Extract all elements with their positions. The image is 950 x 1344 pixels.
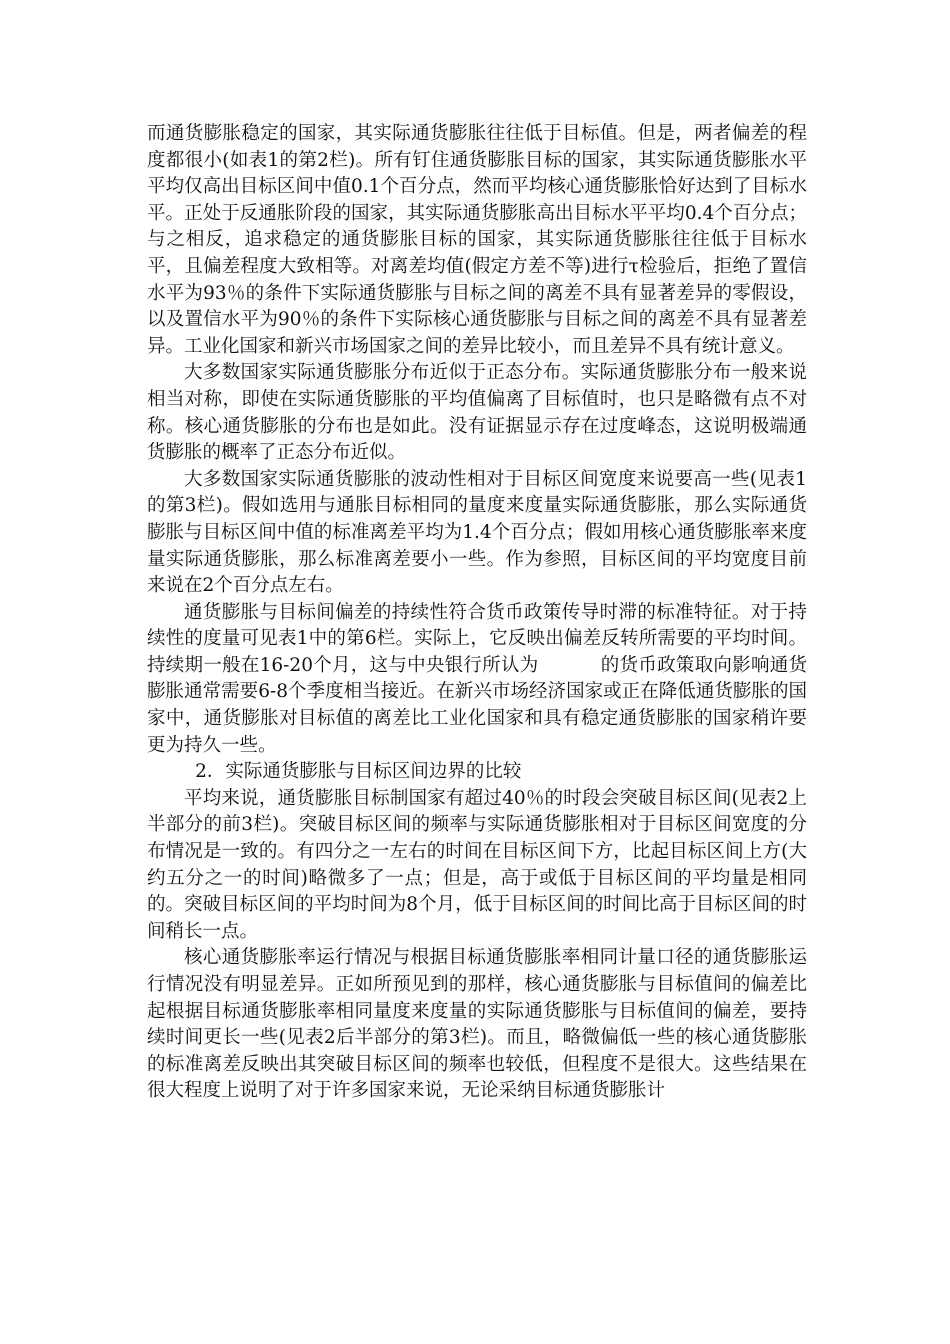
body-text: [147, 121, 807, 1105]
paragraph-4: [147, 600, 807, 760]
paragraph-1: 而通货膨胀稳定的国家，其实际通货膨胀往往低于目标值。但是，两者偏差的程度都很小(如表1的第2栏)。所有钉住通货膨胀目标的国家，其实际通货膨胀水平平均仅高出目标区间中值0.1个百分点，然而平均核心通货膨胀恰好达到了目标水平。正处于反通胀阶段的国家，其实际通货膨胀高出目标水平平均0.4个百分点；与之相反，追求稳定的通货膨胀目标的国家，其实际通货膨胀往往低于目标水平，且偏差程度大致相等。对离差均值(假定方差不等)进行τ检验后，拒绝了置信水平为93％的条件下实际通货膨胀与目标之间的离差不具有显著差异的零假设，以及置信水平为90％的条件下实际核心通货膨胀与目标之间的离差不具有显著差异。工业化国家和新兴市场国家之间的差异比较小，而且差异不具有统计意义。: [147, 123, 807, 357]
paragraph-6: 核心通货膨胀率运行情况与根据目标通货膨胀率相同计量口径的通货膨胀运行情况没有明显差异。正如所预见到的那样，核心通货膨胀与目标值间的偏差比起根据目标通货膨胀率相同量度来度量的实际通货膨胀与目标值间的偏差，要持续时间更长一些(见表2后半部分的第3栏)。而且，略微偏低一些的核心通货膨胀的标准离差反映出其突破目标区间的频率也较低，但程度不是很大。这些结果在很大程度上说明了对于许多国家来说，无论采纳目标通货膨胀计: [147, 947, 807, 1102]
paragraph-2: 大多数国家实际通货膨胀分布近似于正态分布。实际通货膨胀分布一般来说相当对称，即使在实际通货膨胀的平均值偏离了目标值时，也只是略微有点不对称。核心通货膨胀的分布也是如此。没有证据显示存在过度峰态，这说明极端通货膨胀的概率了正态分布近似。: [147, 362, 807, 464]
section-heading-2: 2．实际通货膨胀与目标区间边界的比较: [195, 761, 522, 783]
paragraph-4-part-1: 通货膨胀与目标间偏差的持续性符合货币政策传导时滞的标准特征。对于持续性的度量可见表1中的第6栏。实际上，它反映出偏差反转所需要的平均时间。持续期一般在16-20个月，这与中央银行所认为: [147, 601, 807, 676]
paragraph-3: 大多数国家实际通货膨胀的波动性相对于目标区间宽度来说要高一些(见表1的第3栏)。假如选用与通胀目标相同的量度来度量实际通货膨胀，那么实际通货膨胀与目标区间中值的标准离差平均为1.4个百分点；假如用核心通货膨胀率来度量实际通货膨胀，那么标准离差要小一些。作为参照，目标区间的平均宽度目前来说在2个百分点左右。: [147, 468, 807, 597]
paragraph-4-part-2: 的货币政策取向影响通货膨胀通常需要6-8个季度相当接近。在新兴市场经济国家或正在降低通货膨胀的国家中，通货膨胀对目标值的离差比工业化国家和具有稳定通货膨胀的国家稍许要更为持久一些。: [147, 654, 807, 756]
paragraph-5: 平均来说，通货膨胀目标制国家有超过40％的时段会突破目标区间(见表2上半部分的前3栏)。突破目标区间的频率与实际通货膨胀相对于目标区间宽度的分布情况是一致的。有四分之一左右的时间在目标区间下方，比起目标区间上方(大约五分之一的时间)略微多了一点；但是，高于或低于目标区间的平均量是相同的。突破目标区间的平均时间为8个月，低于目标区间的时间比高于目标区间的时间稍长一点。: [147, 787, 807, 942]
